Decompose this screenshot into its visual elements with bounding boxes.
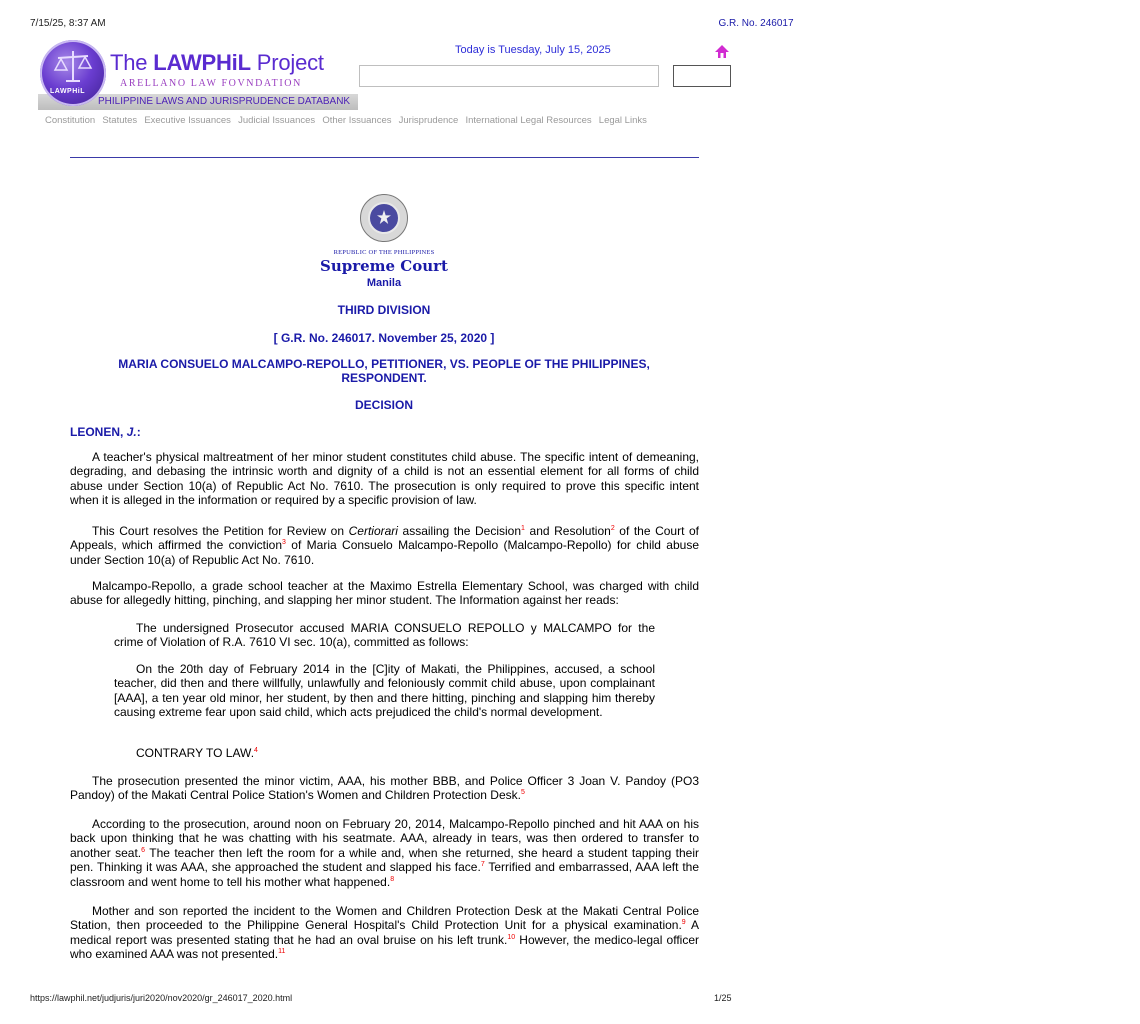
footnote-link[interactable]: 6 — [141, 846, 146, 854]
search-button[interactable] — [673, 65, 731, 87]
nav-statutes[interactable]: Statutes — [102, 115, 138, 126]
print-doc-title: G.R. No. 246017 — [718, 18, 794, 29]
logo-subtitle-foundation: ARELLANO LAW FOVNDATION — [120, 78, 302, 89]
home-icon[interactable] — [714, 44, 730, 60]
footnote-link[interactable]: 7 — [480, 861, 485, 869]
nav-constitution[interactable]: Constitution — [45, 115, 96, 126]
footnote-link[interactable]: 5 — [520, 789, 525, 797]
paragraph-5: According to the prosecution, around noon on February 20, 2014, Malcampo-Repollo pinched and hit AAA on his back upon thinking that he was chatting with his seatmate. AAA, already in tears, was then ordered to transfer to another seat.$^6$ The teacher then left the room for a while and, when she returned, she heard a student tapping their pen. Thinking it was AAA, she approached the student and slapped his face.$^7$ Terrified and embarrassed, AAA left the classroom and went home to tell his mother what happened.$^8$ — [70, 817, 699, 889]
nav-other-issuances[interactable]: Other Issuances — [322, 115, 392, 126]
footnote-link[interactable]: 9 — [681, 919, 686, 927]
scales-of-justice-icon — [40, 40, 106, 106]
today-date: Today is Tuesday, July 15, 2025 — [455, 44, 611, 56]
quote-1: The undersigned Prosecutor accused MARIA CONSUELO REPOLLO y MALCAMPO for the crime of Violation of R.A. 7610 VI sec. 10(a), committed as follows: — [114, 621, 655, 650]
quote-2: On the 20th day of February 2014 in the [C]ity of Makati, the Philippines, accused, a school teacher, did then and there willfully, unlawfully and feloniously commit child abuse, upon complainant [AAA], a ten year old minor, her student, by then and there hitting, pinching and slapping him thereby causing extreme fear upon said child, which acts prejudiced the child's normal development. — [114, 662, 655, 720]
republic-label: REPUBLIC OF THE PHILIPPINES — [333, 249, 435, 256]
paragraph-3: Malcampo-Repollo, a grade school teacher at the Maximo Estrella Elementary School, was charged with child abuse for allegedly hitting, pinching, and slapping her minor student. The Information against her reads: — [70, 579, 699, 608]
case-parties: MARIA CONSUELO MALCAMPO-REPOLLO, PETITIONER, VS. PEOPLE OF THE PHILIPPINES, RESPONDENT. — [118, 357, 650, 385]
footnote-link[interactable]: 4 — [254, 747, 258, 754]
logo-label: LAWPHiL — [50, 88, 85, 95]
logo-subtitle-databank: PHILIPPINE LAWS AND JURISPRUDENCE DATABANK — [98, 96, 351, 107]
footnote-link[interactable]: 11 — [278, 948, 286, 956]
main-nav — [45, 115, 651, 126]
court-division: THIRD DIVISION — [337, 303, 431, 317]
nav-legal-links[interactable]: Legal Links — [598, 115, 647, 126]
ponente: LEONEN, J.: — [70, 425, 141, 439]
search-input[interactable] — [359, 65, 659, 87]
quote-3: CONTRARY TO LAW.$^4$ — [136, 746, 258, 760]
court-name: Supreme Court — [320, 257, 448, 275]
footnote-link[interactable]: 10 — [507, 933, 516, 941]
paragraph-2: This Court resolves the Petition for Review on Certiorari assailing the Decision$^1$ and Resolution$^2$ of the Court of Appeals, which affirmed the conviction$^3$ of Maria Consuelo Malcampo-Repollo (Malcampo-Repollo) for child abuse under Section 10(a) of Republic Act No. 7610. — [70, 524, 700, 567]
site-logo[interactable] — [38, 40, 358, 114]
footnote-link[interactable]: 3 — [282, 539, 286, 547]
footnote-link[interactable]: 1 — [521, 525, 525, 532]
nav-executive-issuances[interactable]: Executive Issuances — [144, 115, 231, 126]
paragraph-6: Mother and son reported the incident to the Women and Children Protection Desk at the Makati Central Police Station, then proceeded to the Philippine General Hospital's Child Protection Unit for a physical examination.$^9$ A medical report was presented stating that he had an oval bruise on his left trunk.$^{10}$ However, the medico-legal officer who examined AAA was not presented.$^{11}$ — [70, 904, 699, 962]
nav-jurisprudence[interactable]: Jurisprudence — [398, 115, 459, 126]
print-page-number: 1/25 — [714, 993, 732, 1003]
court-city: Manila — [366, 277, 402, 289]
print-datetime: 7/15/25, 8:37 AM — [30, 18, 106, 29]
print-url: https://lawphil.net/judjuris/juri2020/nov2020/gr_246017_2020.html — [30, 993, 293, 1003]
header-divider — [70, 157, 699, 158]
supreme-court-seal-icon — [360, 194, 408, 242]
case-number: [ G.R. No. 246017. November 25, 2020 ] — [273, 331, 495, 345]
footnote-link[interactable]: 8 — [390, 875, 395, 883]
document-type: DECISION — [354, 398, 413, 412]
nav-international-legal-resources[interactable]: International Legal Resources — [465, 115, 592, 126]
paragraph-1: A teacher's physical maltreatment of her minor student constitutes child abuse. The specific intent of demeaning, degrading, and debasing the intrinsic worth and dignity of a child is not an essential element for all forms of child abuse under Section 10(a) of Republic Act No. 7610. The prosecution is only required to prove this specific intent when it is alleged in the information or required by a specific provision of law. — [70, 450, 699, 508]
nav-judicial-issuances[interactable]: Judicial Issuances — [238, 115, 316, 126]
logo-title: The LAWPHiL Project — [110, 50, 324, 75]
paragraph-4: The prosecution presented the minor victim, AAA, his mother BBB, and Police Officer 3 Joan V. Pandoy (PO3 Pandoy) of the Makati Central Police Station's Women and Children Protection Desk.$^5$ — [70, 774, 699, 803]
footnote-link[interactable]: 2 — [610, 525, 615, 532]
